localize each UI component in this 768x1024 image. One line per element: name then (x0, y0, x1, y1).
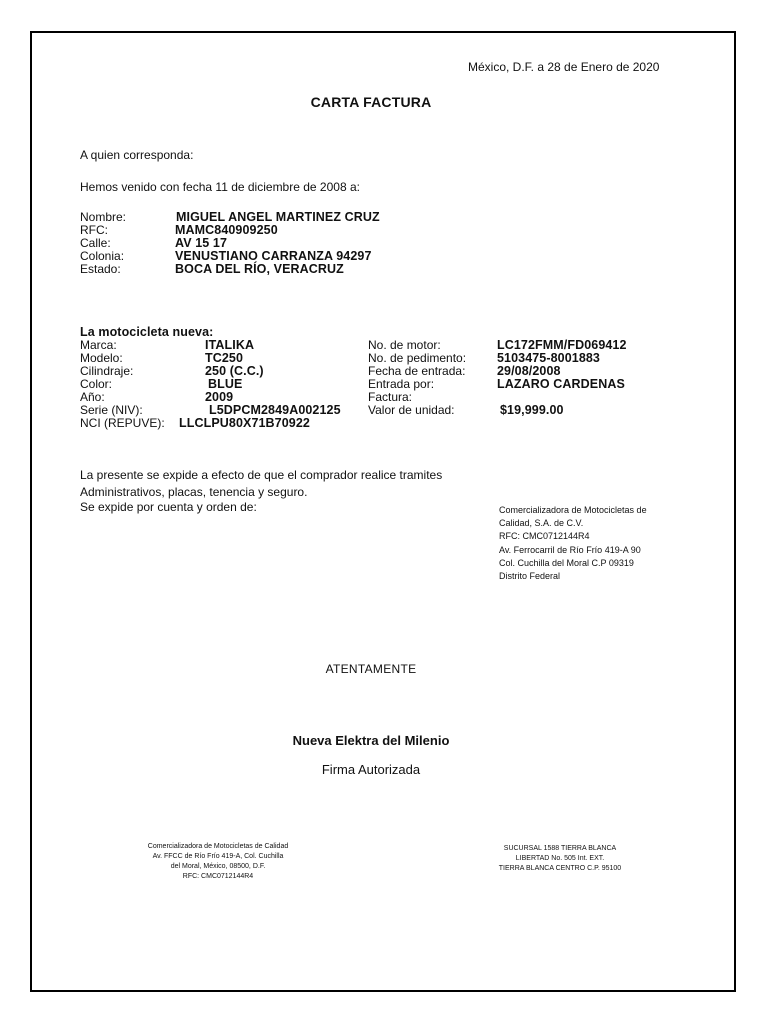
motorcycle-row (80, 404, 700, 417)
footer-left-line: Av. FFCC de Río Frío 419-A, Col. Cuchilla (152, 853, 284, 860)
motorcycle-value: TC250 (205, 351, 244, 365)
company-name: Nueva Elektra del Milenio (292, 733, 450, 748)
customer-label: RFC: (80, 223, 108, 237)
purpose-line: Administrativos, placas, tenencia y seguro. (80, 485, 308, 499)
motorcycle-label: Cilindraje: (80, 364, 134, 378)
motorcycle-value: LC172FMM/FD069412 (497, 338, 627, 352)
motorcycle-value: L5DPCM2849A002125 (209, 403, 341, 417)
issuer-line: Distrito Federal (499, 571, 561, 582)
motorcycle-label: Factura: (368, 390, 413, 404)
motorcycle-heading: La motocicleta nueva: (80, 325, 214, 339)
customer-value: BOCA DEL RÍO, VERACRUZ (175, 262, 344, 276)
motorcycle-label: Marca: (80, 338, 117, 352)
footer-right-line: LIBERTAD No. 505 Int. EXT. (515, 855, 605, 862)
customer-value: MIGUEL ANGEL MARTINEZ CRUZ (176, 210, 380, 224)
document-title: CARTA FACTURA (310, 94, 432, 110)
motorcycle-value: 250 (C.C.) (205, 364, 264, 378)
place-date: México, D.F. a 28 de Enero de 2020 (468, 60, 660, 74)
purpose-line: La presente se expide a efecto de que el comprador realice tramites (80, 468, 443, 482)
motorcycle-label: Entrada por: (368, 377, 435, 391)
motorcycle-value: ITALIKA (205, 338, 255, 352)
customer-label: Colonia: (80, 249, 125, 263)
issuer-line: Av. Ferrocarril de Río Frío 419-A 90 (499, 544, 641, 555)
customer-label: Nombre: (80, 210, 127, 224)
closing-sincerely: ATENTAMENTE (325, 662, 417, 676)
motorcycle-value: LLCLPU80X71B70922 (179, 416, 310, 430)
motorcycle-label: Color: (80, 377, 113, 391)
customer-label: Calle: (80, 236, 111, 250)
motorcycle-label: No. de pedimento: (368, 351, 467, 365)
motorcycle-value: 5103475-8001883 (497, 351, 600, 365)
issuer-block (499, 504, 647, 583)
footer-left-line: del Moral, México, 08500, D.F. (170, 863, 266, 870)
motorcycle-label: Modelo: (80, 351, 123, 365)
issuer-line: Comercializadora de Motocicletas de (499, 505, 647, 515)
motorcycle-label: Fecha de entrada: (368, 364, 466, 378)
motorcycle-value: $19,999.00 (500, 403, 564, 417)
footer-right (470, 844, 650, 874)
footer-left-line: RFC: CMC0712144R4 (182, 873, 254, 880)
issuer-line: RFC: CMC0712144R4 (499, 531, 590, 542)
motorcycle-label: NCI (REPUVE): (80, 416, 165, 430)
customer-value: AV 15 17 (175, 236, 227, 250)
motorcycle-label: Serie (NIV): (80, 403, 143, 417)
motorcycle-value: 2009 (205, 390, 234, 404)
intro-statement: Hemos venido con fecha 11 de diciembre de 2008 a: (80, 180, 360, 194)
customer-value: VENUSTIANO CARRANZA 94297 (175, 249, 372, 263)
footer-right-line: SUCURSAL 1588 TIERRA BLANCA (503, 845, 617, 852)
customer-label: Estado: (80, 262, 121, 276)
motorcycle-label: Año: (80, 390, 105, 404)
issuer-line: Col. Cuchilla del Moral C.P 09319 (499, 557, 634, 568)
footer-right-line: TIERRA BLANCA CENTRO C.P. 95100 (498, 865, 622, 872)
motorcycle-value: BLUE (208, 377, 243, 391)
greeting: A quien corresponda: (80, 148, 194, 162)
customer-value: MAMC840909250 (175, 223, 278, 237)
authorized-signature: Firma Autorizada (321, 762, 421, 777)
issuer-line: Calidad, S.A. de C.V. (499, 518, 584, 529)
footer-left (100, 842, 336, 882)
motorcycle-details (80, 339, 700, 430)
purpose-line: Se expide por cuenta y orden de: (80, 500, 257, 514)
motorcycle-value: 29/08/2008 (497, 364, 561, 378)
motorcycle-value: LAZARO CARDENAS (497, 377, 625, 391)
motorcycle-label: Valor de unidad: (368, 403, 455, 417)
motorcycle-row (80, 417, 700, 430)
motorcycle-label: No. de motor: (368, 338, 441, 352)
footer-left-line: Comercializadora de Motocicletas de Calidad (147, 843, 289, 850)
